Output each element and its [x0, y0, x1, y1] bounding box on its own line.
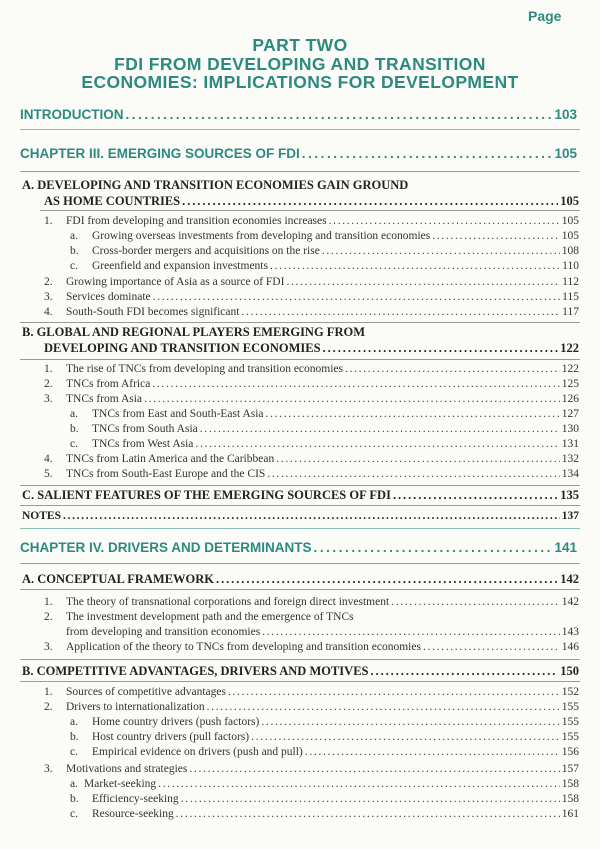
toc-label: Market-seeking [84, 778, 157, 790]
toc-entry-section-c[interactable] [22, 488, 579, 503]
divider [20, 528, 580, 529]
toc-page-number: 103 [554, 107, 577, 122]
toc-label: Motivations and strategies [66, 763, 188, 775]
toc-page-number: 143 [561, 626, 579, 638]
toc-label: Empirical evidence on drivers (push and pull) [92, 746, 303, 758]
leader-dots [153, 291, 561, 303]
toc-entry[interactable] [70, 731, 579, 743]
toc-page-number: 142 [560, 572, 579, 586]
leader-dots [329, 215, 560, 227]
toc-label: TNCs from Latin America and the Caribbean [66, 453, 275, 465]
page-column-label: Page [528, 8, 562, 24]
toc-label: FDI from developing and transition economies increases [66, 215, 327, 227]
toc-number: c. [70, 260, 78, 272]
toc-section-b-line1: B. GLOBAL AND REGIONAL PLAYERS EMERGING FROM [22, 325, 365, 339]
toc-entry[interactable] [70, 716, 579, 728]
toc-page-number: 146 [561, 641, 579, 653]
divider [20, 171, 580, 172]
leader-dots [216, 572, 558, 587]
toc-page-number: 108 [561, 245, 579, 257]
leader-dots [286, 276, 560, 288]
toc-entry[interactable] [44, 306, 579, 318]
leader-dots [267, 468, 559, 480]
leader-dots [207, 701, 560, 713]
leader-dots [266, 408, 560, 420]
divider [20, 359, 580, 360]
toc-label: CHAPTER III. EMERGING SOURCES OF FDI [20, 146, 300, 161]
toc-label: DEVELOPING AND TRANSITION ECONOMIES [44, 341, 321, 355]
divider [20, 485, 580, 486]
toc-entry[interactable] [70, 408, 579, 420]
toc-number: 4. [44, 306, 53, 318]
toc-label: AS HOME COUNTRIES [44, 194, 181, 208]
part-title-line: ECONOMIES: IMPLICATIONS FOR DEVELOPMENT [81, 72, 519, 92]
toc-page-number: 126 [561, 393, 579, 405]
toc-entry[interactable] [44, 763, 579, 775]
leader-dots [228, 686, 560, 698]
toc-number: 5. [44, 468, 53, 480]
leader-dots [144, 393, 560, 405]
divider [20, 505, 580, 506]
toc-label: Efficiency-seeking [92, 793, 179, 805]
toc-page-number: 157 [561, 763, 579, 775]
toc-label: South-South FDI becomes significant [66, 306, 240, 318]
toc-label: TNCs from Africa [66, 378, 151, 390]
toc-number: b. [70, 245, 79, 257]
toc-number: a. [70, 230, 78, 242]
toc-label: INTRODUCTION [20, 107, 124, 122]
leader-dots [391, 596, 560, 608]
toc-label: CHAPTER IV. DRIVERS AND DETERMINANTS [20, 540, 312, 555]
toc-entry[interactable] [44, 686, 579, 698]
toc-entry[interactable] [70, 245, 579, 257]
toc-page-number: 155 [561, 731, 579, 743]
toc-number: 2. [44, 701, 53, 713]
divider [20, 129, 580, 130]
toc-label: TNCs from West Asia [92, 438, 194, 450]
toc-number: a. [70, 716, 78, 728]
toc-page-number: 105 [561, 230, 579, 242]
toc-number: b. [70, 731, 79, 743]
toc-entry[interactable] [70, 260, 579, 272]
toc-label: The theory of transnational corporations and foreign direct investment [66, 596, 390, 608]
toc-entry-section-b[interactable] [44, 341, 579, 356]
part-title-line: PART TWO [252, 35, 348, 55]
toc-number: 3. [44, 641, 53, 653]
toc-page-number: 105 [561, 215, 579, 227]
toc-page-number: 131 [561, 438, 579, 450]
toc-number: c. [70, 438, 78, 450]
toc-page-number: 105 [560, 194, 579, 208]
toc-number: c. [70, 746, 78, 758]
divider [20, 659, 580, 660]
toc-page-number: 155 [561, 716, 579, 728]
leader-dots [189, 763, 559, 775]
toc-entry[interactable] [44, 468, 579, 480]
toc-page-number: 132 [561, 453, 579, 465]
leader-dots [393, 488, 558, 503]
toc-entry[interactable] [70, 423, 579, 435]
toc-entry[interactable] [44, 276, 579, 288]
toc-page-number: 122 [561, 363, 579, 375]
toc-label: Home country drivers (push factors) [92, 716, 260, 728]
leader-dots [302, 146, 553, 161]
divider [20, 563, 580, 564]
toc-entry[interactable] [70, 438, 579, 450]
leader-dots [322, 245, 560, 257]
leader-dots [262, 626, 560, 638]
toc-number: b. [70, 423, 79, 435]
leader-dots [200, 423, 560, 435]
leader-dots [195, 438, 559, 450]
toc-section-a-line1: A. DEVELOPING AND TRANSITION ECONOMIES GAIN GROUND [22, 178, 409, 192]
divider [40, 210, 580, 211]
toc-page-number: 158 [561, 778, 579, 790]
toc-entry[interactable] [66, 626, 579, 638]
leader-dots [251, 731, 560, 743]
toc-entry[interactable] [44, 215, 579, 227]
toc-entry[interactable] [70, 778, 579, 790]
toc-page-number: 125 [561, 378, 579, 390]
toc-entry-ch4-section-a[interactable] [22, 572, 579, 587]
toc-page-number: 158 [561, 793, 579, 805]
toc-entry[interactable] [44, 596, 579, 608]
toc-page-number: 137 [561, 510, 579, 522]
toc-entry-notes[interactable] [22, 510, 579, 522]
toc-entry[interactable] [44, 291, 579, 303]
toc-number: 2. [44, 611, 53, 623]
toc-label: Resource-seeking [92, 808, 174, 820]
toc-page-number: 117 [562, 306, 579, 318]
toc-number: 3. [44, 393, 53, 405]
toc-page-number: 134 [561, 468, 579, 480]
part-title [0, 36, 600, 92]
leader-dots [432, 230, 560, 242]
toc-number: 4. [44, 453, 53, 465]
toc-entry[interactable] [70, 793, 579, 805]
leader-dots [158, 778, 560, 790]
toc-label: Services dominate [66, 291, 151, 303]
leader-dots [314, 540, 553, 555]
toc-label: A. CONCEPTUAL FRAMEWORK [22, 572, 215, 586]
toc-number: a. [70, 778, 78, 790]
toc-page-number: 130 [561, 423, 579, 435]
toc-number: 1. [44, 363, 53, 375]
toc-label: Cross-border mergers and acquisitions on the rise [92, 245, 320, 257]
toc-page-number: 142 [561, 596, 579, 608]
leader-dots [176, 808, 560, 820]
toc-page-number: 155 [561, 701, 579, 713]
toc-entry[interactable] [70, 230, 579, 242]
toc-label: Growing importance of Asia as a source of FDI [66, 276, 285, 288]
toc-page-number: 110 [562, 260, 579, 272]
part-title-line: FDI FROM DEVELOPING AND TRANSITION [114, 53, 486, 74]
toc-page-number: 115 [562, 291, 579, 303]
toc-page-number: 105 [554, 146, 577, 161]
leader-dots [261, 716, 559, 728]
toc-number: 2. [44, 378, 53, 390]
toc-number: c. [70, 808, 78, 820]
leader-dots [423, 641, 560, 653]
toc-label: TNCs from East and South-East Asia [92, 408, 264, 420]
divider [20, 681, 580, 682]
toc-number: 1. [44, 596, 53, 608]
toc-page-number: 141 [554, 540, 577, 555]
leader-dots [323, 341, 559, 356]
toc-entry[interactable] [70, 746, 579, 758]
leader-dots [63, 510, 560, 522]
toc-number: 1. [44, 215, 53, 227]
toc-label: The rise of TNCs from developing and transition economies [66, 363, 344, 375]
toc-label: Drivers to internationalization [66, 701, 205, 713]
leader-dots [305, 746, 560, 758]
toc-entry-section-a[interactable] [44, 194, 579, 209]
toc-entry-chapter-3[interactable] [20, 146, 577, 161]
toc-label: C. SALIENT FEATURES OF THE EMERGING SOURCES OF FDI [22, 488, 391, 502]
leader-dots [345, 363, 560, 375]
toc-label: TNCs from South-East Europe and the CIS [66, 468, 266, 480]
toc-entry-line1 [44, 611, 354, 623]
divider [20, 322, 580, 323]
toc-page-number: 122 [560, 341, 579, 355]
toc-number: 3. [44, 763, 53, 775]
leader-dots [181, 793, 560, 805]
toc-label: NOTES [22, 510, 61, 522]
toc-entry-ch4-section-b[interactable] [22, 664, 579, 679]
toc-label: Growing overseas investments from developing and transition economies [92, 230, 431, 242]
toc-entry[interactable] [44, 363, 579, 375]
toc-entry[interactable] [44, 393, 579, 405]
toc-entry-introduction[interactable] [20, 107, 577, 122]
toc-label: Application of the theory to TNCs from developing and transition economies [66, 641, 421, 653]
toc-entry[interactable] [44, 378, 579, 390]
toc-page-number: 150 [560, 664, 579, 678]
toc-entry[interactable] [70, 808, 579, 820]
toc-label: Greenfield and expansion investments [92, 260, 268, 272]
toc-page-number: 135 [560, 488, 579, 502]
toc-entry[interactable] [44, 701, 579, 713]
toc-label: from developing and transition economies [66, 626, 261, 638]
toc-page-number: 156 [561, 746, 579, 758]
leader-dots [276, 453, 560, 465]
toc-label: TNCs from Asia [66, 393, 143, 405]
toc-page-number: 161 [561, 808, 579, 820]
toc-label: B. COMPETITIVE ADVANTAGES, DRIVERS AND MOTIVES [22, 664, 369, 678]
toc-number: a. [70, 408, 78, 420]
toc-entry[interactable] [44, 641, 579, 653]
toc-label: Host country drivers (pull factors) [92, 731, 250, 743]
divider [20, 589, 580, 590]
toc-label: The investment development path and the emergence of TNCs [66, 611, 354, 623]
toc-entry-chapter-4[interactable] [20, 540, 577, 555]
toc-label: TNCs from South Asia [92, 423, 198, 435]
toc-entry[interactable] [44, 453, 579, 465]
toc-page-number: 112 [562, 276, 579, 288]
leader-dots [152, 378, 559, 390]
toc-page-number: 152 [561, 686, 579, 698]
toc-number: 2. [44, 276, 53, 288]
toc-number: 1. [44, 686, 53, 698]
toc-number: 3. [44, 291, 53, 303]
leader-dots [182, 194, 558, 209]
toc-page-number: 127 [561, 408, 579, 420]
toc-label: Sources of competitive advantages [66, 686, 226, 698]
leader-dots [370, 664, 558, 679]
leader-dots [270, 260, 560, 272]
leader-dots [241, 306, 560, 318]
leader-dots [126, 107, 553, 122]
toc-number: b. [70, 793, 79, 805]
